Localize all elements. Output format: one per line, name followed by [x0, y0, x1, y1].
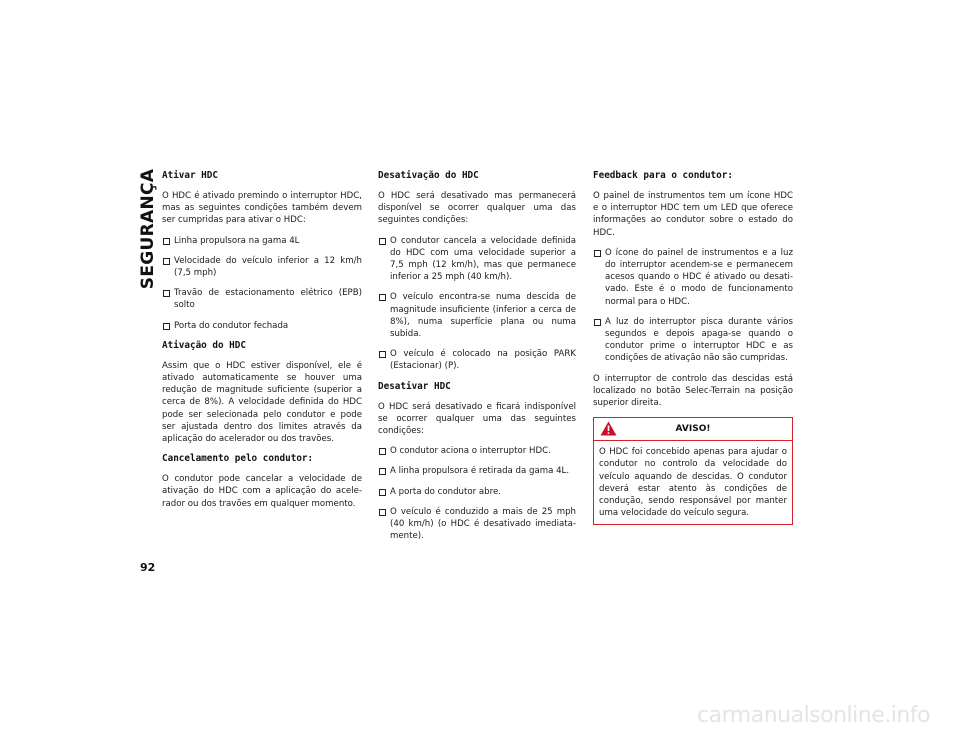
list-item: A luz do interruptor pisca durante vários segundos e depois apaga-se quando o condutor prime o interruptor HDC e as condições de ativação não são cumpridas. — [593, 316, 793, 365]
paragraph: O interruptor de controlo das descidas está localizado no botão Selec-Terrain na posição superior direita. — [593, 373, 793, 409]
paragraph: O painel de instrumentos tem um ícone HDC e o interruptor HDC tem um LED que oferece informações ao condutor sobre o estado do HDC. — [593, 191, 793, 238]
list-item: A porta do condutor abre. — [378, 486, 576, 498]
list-item: O condutor aciona o interruptor HDC. — [378, 445, 576, 457]
warning-title: AVISO! — [675, 424, 711, 435]
list-item: O ícone do painel de instrumentos e a luz do interruptor acendem-se e permanecem acesos quando o HDC é ativado ou desati-vado. Este é o modo de funcionamento normal para o HDC. — [593, 247, 793, 308]
heading-ativacao-hdc: Ativação do HDC — [162, 339, 246, 351]
bullet-list — [378, 445, 576, 542]
warning-box — [593, 417, 793, 525]
watermark: carmanualsonline.info — [697, 703, 930, 728]
warning-header — [594, 418, 792, 441]
checkbox-bullet-icon — [379, 489, 386, 496]
checkbox-bullet-icon — [163, 323, 170, 330]
column-2 — [378, 170, 576, 550]
checkbox-bullet-icon — [379, 468, 386, 475]
warning-body: O HDC foi concebido apenas para ajudar o condutor no controlo da velocidade do veículo aquando de descidas. O condutor deverá estar atento às condições de condução, sendo responsável por manter uma velocidade do veículo segura. — [599, 447, 787, 519]
section-title — [133, 168, 163, 290]
page-number: 92 — [140, 561, 156, 574]
heading-desativar-hdc: Desativar HDC — [378, 380, 451, 392]
warning-triangle-icon — [600, 421, 617, 436]
heading-cancelamento: Cancelamento pelo condutor: — [162, 453, 314, 465]
heading-ativar-hdc: Ativar HDC — [162, 170, 218, 181]
paragraph: O HDC é ativado premindo o interruptor HDC, mas as seguintes condições também devem ser cumpridas para ativar o HDC: — [162, 191, 362, 226]
list-item: O veículo encontra-se numa descida de magnitude insuficiente (inferior a cerca de 8%), numa superfície plana ou numa subida. — [378, 291, 576, 340]
checkbox-bullet-icon — [163, 258, 170, 265]
heading-desativacao-hdc: Desativação do HDC — [378, 170, 479, 181]
list-item: O condutor cancela a velocidade definida do HDC com uma velocidade superior a 7,5 mph (12 km/h), mas que permanece inferior a 25 mph (40 km/h). — [378, 235, 576, 284]
list-item: Porta do condutor fechada — [162, 320, 362, 332]
bullet-list — [593, 247, 793, 365]
checkbox-bullet-icon — [379, 238, 386, 245]
heading-feedback: Feedback para o condutor: — [593, 170, 733, 181]
paragraph: O HDC será desativado mas permanecerá disponível se ocorrer qualquer uma das seguintes condições: — [378, 191, 576, 226]
checkbox-bullet-icon — [379, 294, 386, 301]
column-1 — [162, 170, 362, 518]
checkbox-bullet-icon — [163, 290, 170, 297]
section-title-text: SEGURANÇA — [138, 168, 159, 290]
list-item: A linha propulsora é retirada da gama 4L. — [378, 465, 576, 477]
list-item: O veículo é colocado na posição PARK (Estacionar) (P). — [378, 348, 576, 372]
column-3 — [593, 170, 793, 525]
checkbox-bullet-icon — [594, 250, 601, 257]
checkbox-bullet-icon — [163, 238, 170, 245]
bullet-list — [162, 235, 362, 332]
paragraph: O condutor pode cancelar a velocidade de ativação do HDC com a aplicação do acele-rador ou dos travões em qualquer momento. — [162, 474, 362, 509]
checkbox-bullet-icon — [594, 319, 601, 326]
list-item: Linha propulsora na gama 4L — [162, 235, 362, 247]
paragraph: Assim que o HDC estiver disponível, ele é ativado automaticamente se houver uma redução de magnitude suficiente (superior a cerca de 8%). A velocidade definida do HDC pode ser selecionada pelo condutor e pode ser ajustada dentro dos limites através da aplicação do acelerador ou dos travões. — [162, 360, 362, 445]
checkbox-bullet-icon — [379, 351, 386, 358]
checkbox-bullet-icon — [379, 509, 386, 516]
bullet-list — [378, 235, 576, 373]
checkbox-bullet-icon — [379, 448, 386, 455]
paragraph: O HDC será desativado e ficará indisponível se ocorrer qualquer uma das seguintes condições: — [378, 401, 576, 437]
list-item: Travão de estacionamento elétrico (EPB) solto — [162, 287, 362, 311]
list-item: O veículo é conduzido a mais de 25 mph (40 km/h) (o HDC é desativado imediata-mente). — [378, 506, 576, 543]
list-item: Velocidade do veículo inferior a 12 km/h (7,5 mph) — [162, 255, 362, 279]
